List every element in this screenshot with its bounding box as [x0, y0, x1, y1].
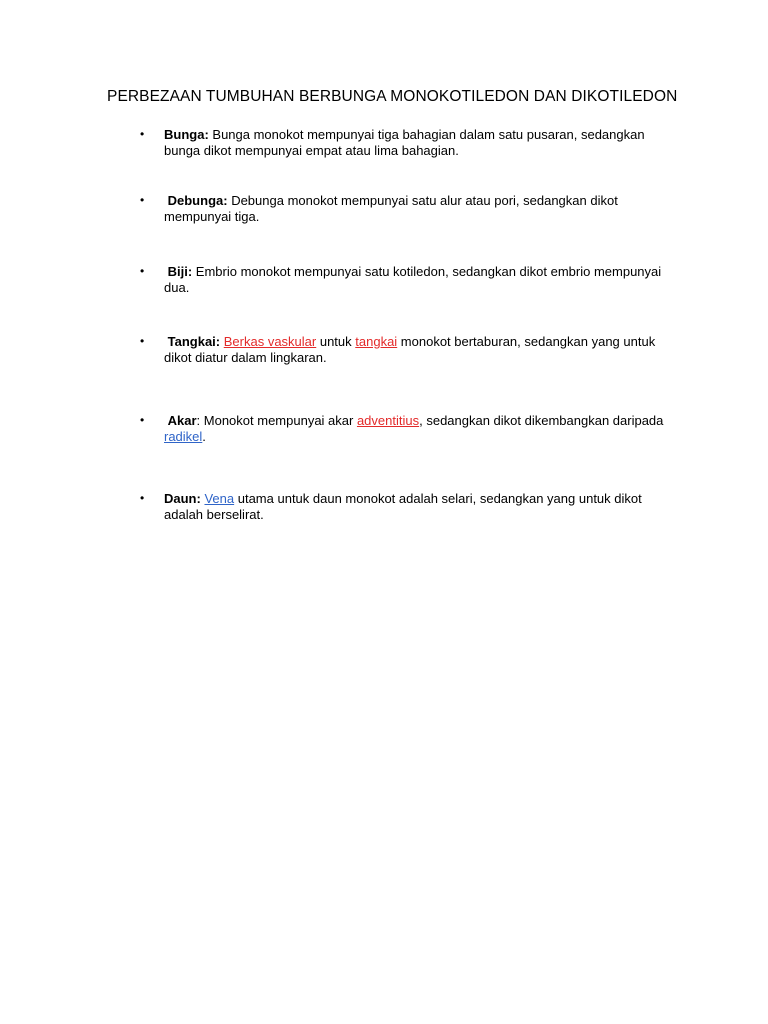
document-title: PERBEZAAN TUMBUHAN BERBUNGA MONOKOTILEDON DAN DIKOTILEDON — [107, 88, 678, 105]
item-text: Bunga monokot mempunyai tiga bahagian dalam satu pusaran, sedangkan bunga dikot mempunyai empat atau lima bahagian. — [164, 127, 645, 158]
list-item-akar — [140, 413, 674, 444]
bullet-icon: • — [140, 491, 145, 505]
item-text: Debunga monokot mempunyai satu alur atau pori, sedangkan dikot mempunyai tiga. — [164, 193, 618, 224]
bullet-icon: • — [140, 334, 145, 348]
term-label: Debunga: — [167, 193, 228, 208]
item-text: , sedangkan dikot dikembangkan daripada — [419, 413, 664, 428]
list-item-bunga — [140, 127, 674, 158]
link-radikel[interactable]: radikel — [164, 428, 203, 444]
link-tangkai[interactable]: tangkai — [355, 334, 398, 349]
link-adventitius[interactable]: adventitius — [356, 413, 420, 428]
list-item-debunga — [140, 193, 674, 224]
list-item-tangkai — [140, 334, 674, 365]
bullet-icon: • — [140, 127, 145, 141]
link-vena[interactable]: Vena — [204, 491, 235, 506]
term-label: Tangkai: — [167, 334, 221, 349]
term-label: Bunga: — [164, 127, 209, 142]
link-berkas-vaskular[interactable]: Berkas vaskular — [223, 334, 317, 349]
bullet-icon: • — [140, 193, 145, 207]
term-label: Daun: — [164, 491, 201, 506]
item-text: : Monokot mempunyai akar — [196, 413, 357, 428]
bullet-icon: • — [140, 413, 145, 427]
list-item-biji — [140, 264, 674, 295]
term-label: Biji: — [167, 264, 193, 279]
item-text: utama untuk daun monokot adalah selari, sedangkan yang untuk dikot adalah berselirat. — [164, 491, 642, 522]
bullet-icon: • — [140, 264, 145, 278]
item-text: monokot bertaburan, sedangkan yang untuk dikot diatur dalam lingkaran. — [164, 334, 656, 365]
item-text: Embrio monokot mempunyai satu kotiledon, sedangkan dikot embrio mempunyai dua. — [164, 264, 662, 295]
list-item-daun — [140, 491, 674, 522]
item-text: . — [202, 428, 206, 444]
term-label: Akar — [167, 413, 197, 428]
item-text: untuk — [316, 334, 356, 349]
